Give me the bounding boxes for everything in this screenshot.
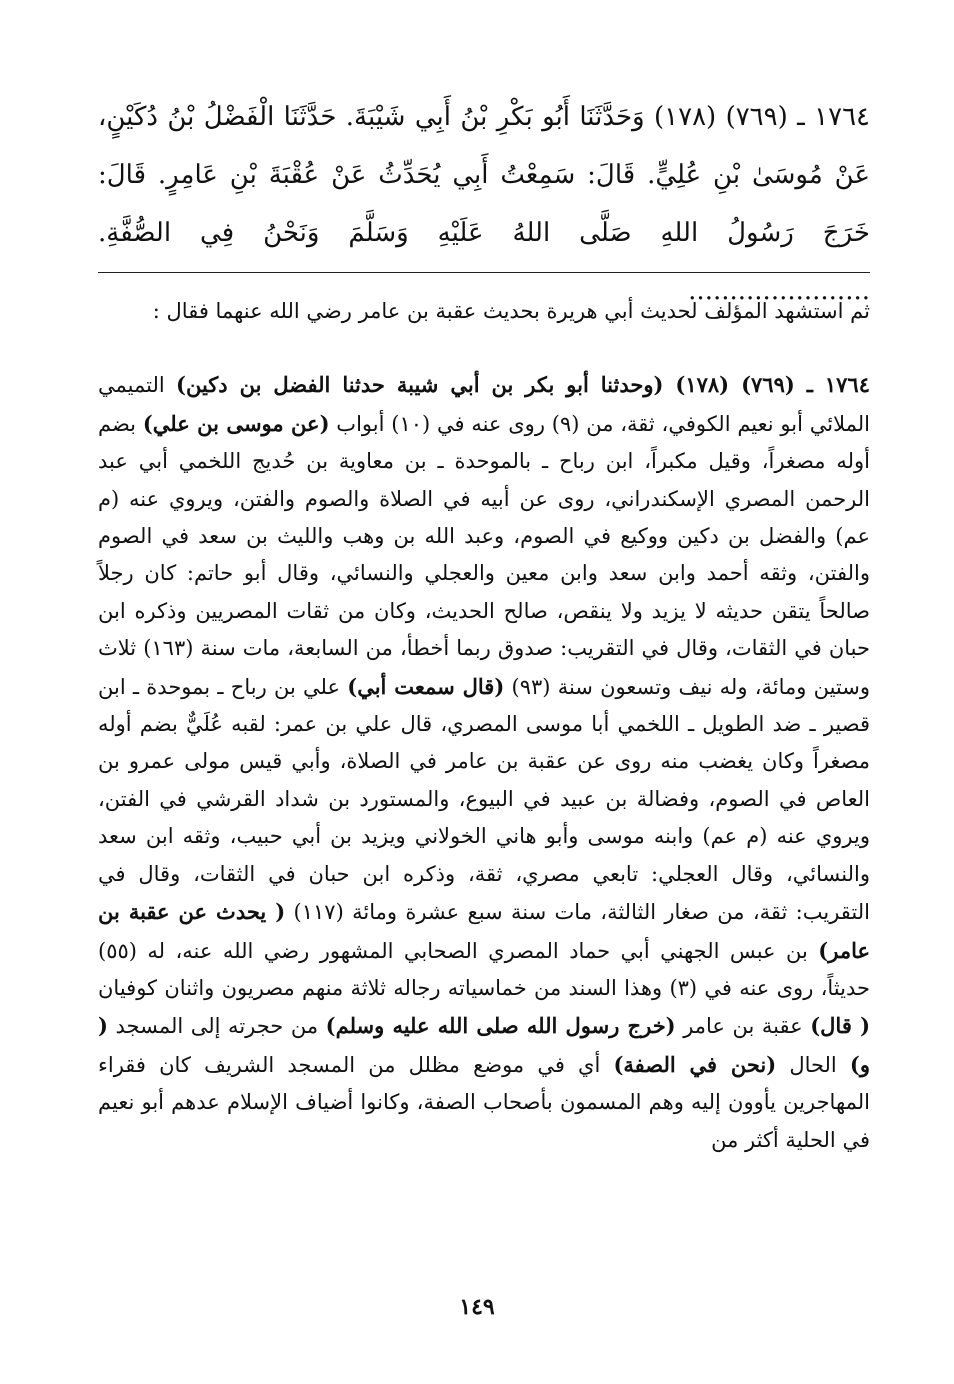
commentary-segment: عقبة بن عامر <box>675 1014 811 1039</box>
commentary-segment: الحال <box>776 1052 850 1077</box>
commentary-segment: علي بن رباح ـ بموحدة ـ ابن قصير ـ ضد الطويل ـ اللخمي أبا موسى المصري، قال علي بن عمر: لقبه عُلَيٌّ بضم أوله مصغراً وكان يغضب منه روى عن عقبة بن عامر في الصلاة، وأبي قيس مولى عمرو بن العاص في الصوم، وفضالة بن عبيد في البيوع، والمستورد بن شداد القرشي في الفتن، ويروي عنه (م عم) وابنه موسى وأبو هاني الخولاني ويزيد بن أبي حبيب، وثقه ابن سعد والنسائي، وقال العجلي: تابعي مصري، ثقة، وذكره ابن حبان في الثقات، وقال في التقريب: ثقة، من صغار الثالثة، مات سنة سبع عشرة ومائة (١١٧) <box>98 674 871 925</box>
commentary-paragraph <box>98 366 870 1159</box>
commentary-segment: (قال سمعت أبي) <box>347 673 505 699</box>
commentary-segment: ( و) <box>98 1013 870 1077</box>
hadith-text <box>98 88 870 320</box>
commentary-segment: (خرج رسول الله صلى الله عليه وسلم) <box>325 1013 676 1039</box>
commentary-block <box>98 293 870 1159</box>
commentary-segment: ١٧٦٤ ـ (٧٦٩) (١٧٨) (وحدثنا أبو بكر بن أبي شيبة حدثنا الفضل بن دكين) <box>176 372 870 398</box>
hadith-ellipsis: ...................... <box>688 276 870 306</box>
commentary-segment: (نحن في الصفة) <box>613 1051 777 1077</box>
commentary-segment: ( يحدث عن عقبة بن عامر) <box>98 899 870 963</box>
hadith-block <box>98 88 870 320</box>
commentary-segment: من حجرته إلى المسجد <box>107 1014 326 1039</box>
footnote-divider <box>98 272 870 273</box>
commentary-segment: (عن موسى بن علي) <box>142 410 330 436</box>
page-number: ١٤٩ <box>459 1294 495 1320</box>
commentary-segment: أي في موضع مظلل من المسجد الشريف كان فقراء المهاجرين يأوون إليه وهم المسمون بأصحاب الصفة، وكانوا أضياف الإسلام عدهم أبو نعيم في الحلية أكثر من <box>98 1052 870 1152</box>
commentary-intro: ثم استشهد المؤلف لحديث أبي هريرة بحديث عقبة بن عامر رضي الله عنهما فقال : <box>152 299 870 323</box>
commentary-segment: بن عبس الجهني أبي حماد المصري الصحابي المشهور رضي الله عنه، له (٥٥) حديثاً، روى عنه في (٣) وهذا السند من خماسياته رجاله ثلاثة منهم مصريون واثنان كوفيان <box>98 938 870 1000</box>
commentary-segment: بضم أوله مصغراً، وقيل مكبراً، ابن رباح ـ بالموحدة ـ بن معاوية بن حُديج اللخمي أبي عبد الرحمن المصري الإسكندراني، روى عن أبيه في الصلاة والصوم والفتن، ويروي عنه (م عم) والفضل بن دكين ووكيع في الصوم، وعبد الله بن وهب والليث بن سعد في الصوم والفتن، وثقه أحمد وابن سعد وابن معين والعجلي والنسائي، وقال أبو حاتم: كان رجلاً صالحاً يتقن حديثه لا يزيد ولا ينقص، صالح الحديث، وكان من ثقات المصريين وذكره ابن حبان في الثقات، وقال في التقريب: صدوق ربما أخطأ، من السابعة، مات سنة (١٦٣) ثلاث وستين ومائة، وله نيف وتسعون سنة (٩٣) <box>98 411 871 699</box>
hadith-main-text: ١٧٦٤ ـ (٧٦٩) (١٧٨) وَحَدَّثَنَا أَبُو بَكْرِ بْنُ أَبِي شَيْبَةَ. حَدَّثَنَا الْفَضْلُ بْنُ دُكَيْنٍ، عَنْ مُوسَىٰ بْنِ عُلِيٍّ. قَالَ: سَمِعْتُ أَبِي يُحَدِّثُ عَنْ عُقْبَةَ بْنِ عَامِرٍ. قَالَ: خَرَجَ رَسُولُ اللهِ صَلَّى اللهُ عَلَيْهِ وَسَلَّمَ وَنَحْنُ فِي الصُّفَّةِ. <box>98 102 870 248</box>
commentary-segment: التميمي الملائي أبو نعيم الكوفي، ثقة، من (٩) روى عنه في (١٠) أبواب <box>98 373 870 436</box>
commentary-segment: ( قال) <box>810 1013 871 1039</box>
